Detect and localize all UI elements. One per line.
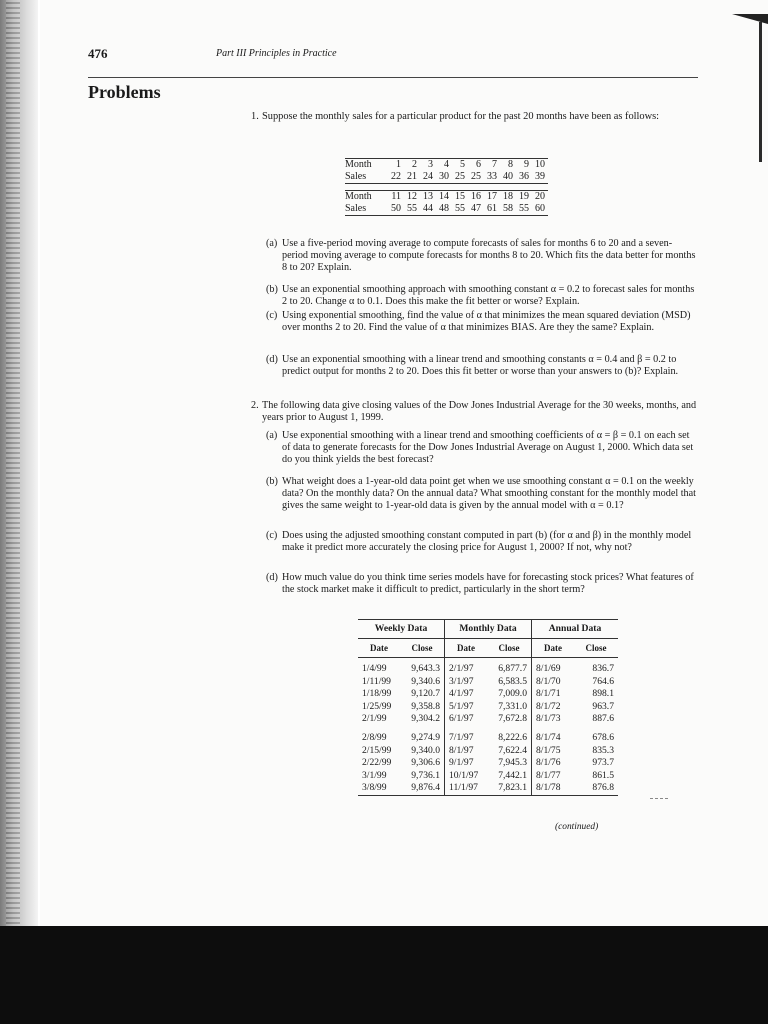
problem-2d: [266, 572, 697, 596]
date-cell: 3/8/99: [358, 782, 400, 795]
table-row: [345, 191, 548, 204]
date-cell: 3/1/97: [445, 676, 488, 689]
close-cell: 7,331.0: [498, 700, 527, 712]
table-cell: 47: [468, 203, 484, 216]
column-header: Date: [532, 639, 575, 658]
close-cell: 8,222.6: [498, 731, 527, 743]
table-spacer: [345, 184, 548, 191]
date-cell: 4/1/97: [445, 688, 488, 701]
table-cell: 13: [420, 191, 436, 204]
close-cell: 7,442.1: [498, 769, 527, 781]
part-label: (d): [266, 572, 278, 583]
date-cell: 8/1/69: [532, 658, 575, 676]
table-row: [358, 658, 618, 676]
table-cell: 30: [436, 171, 452, 184]
table-cell: 3: [420, 159, 436, 172]
problem-number: 1.: [251, 111, 259, 122]
table-cell: 24: [420, 171, 436, 184]
table-row: [345, 159, 548, 172]
problem-1a: [266, 238, 697, 275]
table-cell: 8: [500, 159, 516, 172]
table-column-header-row: [358, 639, 618, 658]
table-cell: 50: [388, 203, 404, 216]
table-cell: 15: [452, 191, 468, 204]
close-cell: 9,120.7: [411, 688, 440, 700]
table-cell: 58: [500, 203, 516, 216]
group-header: Weekly Data: [358, 620, 445, 639]
row-label: Month: [345, 159, 388, 172]
table-cell: 19: [516, 191, 532, 204]
problem-text: Suppose the monthly sales for a particular product for the past 20 months have been as follows:: [262, 111, 660, 122]
table-row: [358, 688, 618, 701]
table-cell: 55: [404, 203, 420, 216]
close-cell: 6,583.5: [498, 675, 527, 687]
problem-2c: [266, 530, 697, 554]
date-cell: 8/1/76: [532, 757, 575, 770]
group-header: Annual Data: [532, 620, 619, 639]
date-cell: 2/1/99: [362, 713, 387, 725]
table-cell: 60: [532, 203, 548, 216]
scan-edge-shadow: [0, 0, 38, 1024]
table-row: [358, 770, 618, 783]
table-row: [358, 701, 618, 714]
close-cell: 7,009.0: [498, 688, 527, 700]
table-cell: 4: [436, 159, 452, 172]
close-cell: 887.6: [592, 713, 614, 725]
close-cell: 7,622.4: [498, 744, 527, 756]
date-cell: 5/1/97: [445, 701, 488, 714]
scanner-bottom-band: [0, 926, 768, 1024]
part-label: (c): [266, 310, 278, 321]
row-label: Sales: [345, 171, 388, 184]
date-cell: 8/1/75: [532, 745, 575, 758]
problem-2b: [266, 476, 697, 513]
table-row: [358, 713, 618, 726]
date-cell: 8/1/77: [532, 770, 575, 783]
date-cell: 2/1/97: [445, 658, 488, 676]
column-header: Date: [445, 639, 488, 658]
part-text: Use an exponential smoothing with a linear trend and smoothing constants α = 0.4 and β = 0.2 to predict output for months 2 to 20. Does this fit better or worse than your answers to (b)? Explain.: [282, 354, 679, 378]
table-cell: 20: [532, 191, 548, 204]
column-header: Date: [358, 639, 400, 658]
table-cell: 10: [532, 159, 548, 172]
problem-number: 2.: [251, 400, 259, 411]
page-corner-fold: [732, 14, 768, 24]
date-cell: 2/15/99: [362, 744, 392, 756]
problem-1-intro: [251, 110, 682, 124]
table-row: [345, 203, 548, 216]
page-number: 476: [88, 46, 108, 61]
close-cell: 9,736.1: [411, 769, 440, 781]
part-text: Use an exponential smoothing approach with smoothing constant α = 0.2 to forecast sales for months 2 to 20. Change α to 0.1. Does this make the fit better or worse? Explain.: [282, 284, 695, 308]
table-cell: 12: [404, 191, 420, 204]
table-cell: 9: [516, 159, 532, 172]
dow-jones-table: [358, 619, 618, 796]
page-header: [88, 46, 688, 66]
date-cell: 8/1/72: [532, 701, 575, 714]
date-cell: 11/1/97: [445, 782, 488, 795]
table-row: [358, 782, 618, 795]
close-cell: 678.6: [592, 731, 614, 743]
running-head: Part III Principles in Practice: [216, 48, 337, 59]
table-row: [358, 757, 618, 770]
table-cell: 48: [436, 203, 452, 216]
date-cell: 8/1/74: [532, 732, 575, 745]
table-group-header-row: [358, 620, 618, 639]
table-row: [358, 745, 618, 758]
date-cell: 8/1/70: [532, 676, 575, 689]
date-cell: 1/4/99: [362, 663, 387, 674]
part-label: (c): [266, 530, 278, 541]
part-text: Does using the adjusted smoothing constant computed in part (b) (for α and β) in the monthly model make it predict more accurately the closing price for August 1, 2000? If not, why not?: [282, 530, 692, 554]
close-cell: 973.7: [592, 757, 614, 769]
table-cell: 2: [404, 159, 420, 172]
table-row: [345, 171, 548, 184]
date-cell: 8/1/73: [532, 713, 575, 726]
date-cell: 3/1/99: [362, 769, 387, 781]
table-cell: 17: [484, 191, 500, 204]
date-cell: 8/1/97: [445, 745, 488, 758]
continued-note: (continued): [555, 822, 599, 832]
table-row: [358, 676, 618, 689]
part-label: (a): [266, 238, 278, 249]
column-header: Close: [574, 639, 618, 658]
table-cell: 25: [452, 171, 468, 184]
problem-2-intro: [251, 400, 700, 424]
close-cell: 9,876.4: [400, 782, 445, 795]
date-cell: 6/1/97: [445, 713, 488, 726]
close-cell: 9,643.3: [411, 663, 440, 674]
close-cell: 7,823.1: [487, 782, 532, 795]
table-cell: 33: [484, 171, 500, 184]
table-cell: 11: [388, 191, 404, 204]
close-cell: 963.7: [592, 700, 614, 712]
close-cell: 9,358.8: [411, 700, 440, 712]
table-cell: 40: [500, 171, 516, 184]
table-cell: 39: [532, 171, 548, 184]
close-cell: 861.5: [592, 769, 614, 781]
table-cell: 55: [452, 203, 468, 216]
page-edge-line: [759, 22, 762, 162]
close-cell: 764.6: [592, 675, 614, 687]
date-cell: 8/1/78: [532, 782, 575, 795]
part-label: (a): [266, 430, 278, 441]
table-cell: 21: [404, 171, 420, 184]
part-label: (b): [266, 476, 278, 487]
table-cell: 22: [388, 171, 404, 184]
column-header: Close: [400, 639, 445, 658]
header-rule: [88, 77, 698, 78]
table-cell: 36: [516, 171, 532, 184]
problem-1c: [266, 310, 697, 334]
close-cell: 7,672.8: [498, 713, 527, 725]
close-cell: 9,274.9: [411, 731, 440, 743]
group-header: Monthly Data: [445, 620, 532, 639]
row-label: Month: [345, 191, 388, 204]
table-cell: 5: [452, 159, 468, 172]
date-cell: 2/8/99: [362, 731, 387, 743]
close-cell: 876.8: [574, 782, 618, 795]
table-cell: 44: [420, 203, 436, 216]
table-cell: 1: [388, 159, 404, 172]
column-header: Close: [487, 639, 532, 658]
date-cell: 1/11/99: [362, 675, 391, 687]
date-cell: 10/1/97: [445, 770, 488, 783]
table-cell: 61: [484, 203, 500, 216]
close-cell: 6,877.7: [498, 663, 527, 674]
date-cell: 2/22/99: [362, 757, 392, 769]
table-cell: 16: [468, 191, 484, 204]
part-text: What weight does a 1-year-old data point get when we use smoothing constant α = 0.1 on the weekly data? On the monthly data? On the annual data? What smoothing constant for the monthly model that gives the same weight to 1-year-old data is given by the annual model with α = 0.1?: [282, 476, 696, 512]
close-cell: 835.3: [592, 744, 614, 756]
date-cell: 1/18/99: [362, 688, 392, 700]
part-text: Use exponential smoothing with a linear trend and smoothing coefficients of α = β = 0.1 on each set of data to generate forecasts for the Dow Jones Industrial Average on August 1, 2000. Which data set do you think yields the best forecast?: [282, 430, 694, 466]
part-label: (d): [266, 354, 278, 365]
close-cell: 9,340.6: [411, 675, 440, 687]
date-cell: 8/1/71: [532, 688, 575, 701]
close-cell: 9,340.0: [411, 744, 440, 756]
part-text: How much value do you think time series models have for forecasting stock prices? What features of the stock market make it difficult to predict, particularly in the short term?: [282, 572, 694, 596]
problem-text: The following data give closing values of the Dow Jones Industrial Average for the 30 weeks, months, and years prior to August 1, 1999.: [262, 400, 697, 424]
close-cell: 9,304.2: [411, 713, 440, 725]
sales-table: [345, 158, 548, 216]
part-text: Use a five-period moving average to compute forecasts of sales for months 6 to 20 and a seven-period moving average to compute forecasts for months 8 to 20. Which fits the data better for months 8 to 20? Explain.: [282, 238, 696, 274]
table-cell: 25: [468, 171, 484, 184]
section-title: Problems: [88, 82, 161, 102]
close-cell: 898.1: [592, 688, 614, 700]
part-label: (b): [266, 284, 278, 295]
margin-mark: [650, 798, 668, 800]
row-label: Sales: [345, 203, 388, 216]
table-cell: 18: [500, 191, 516, 204]
problem-2a: [266, 430, 697, 467]
problem-1d: [266, 354, 697, 378]
table-cell: 6: [468, 159, 484, 172]
date-cell: 7/1/97: [445, 732, 488, 745]
date-cell: 9/1/97: [445, 757, 488, 770]
table-cell: 7: [484, 159, 500, 172]
part-text: Using exponential smoothing, find the value of α that minimizes the mean squared deviation (MSD) over months 2 to 20. Find the value of α that minimizes BIAS. Are they the same? Explain.: [282, 310, 691, 334]
close-cell: 9,306.6: [411, 757, 440, 769]
close-cell: 7,945.3: [498, 757, 527, 769]
table-cell: 55: [516, 203, 532, 216]
date-cell: 1/25/99: [362, 700, 392, 712]
problem-1b: [266, 284, 697, 308]
table-cell: 14: [436, 191, 452, 204]
table-row: [358, 732, 618, 745]
close-cell: 836.7: [592, 663, 614, 674]
